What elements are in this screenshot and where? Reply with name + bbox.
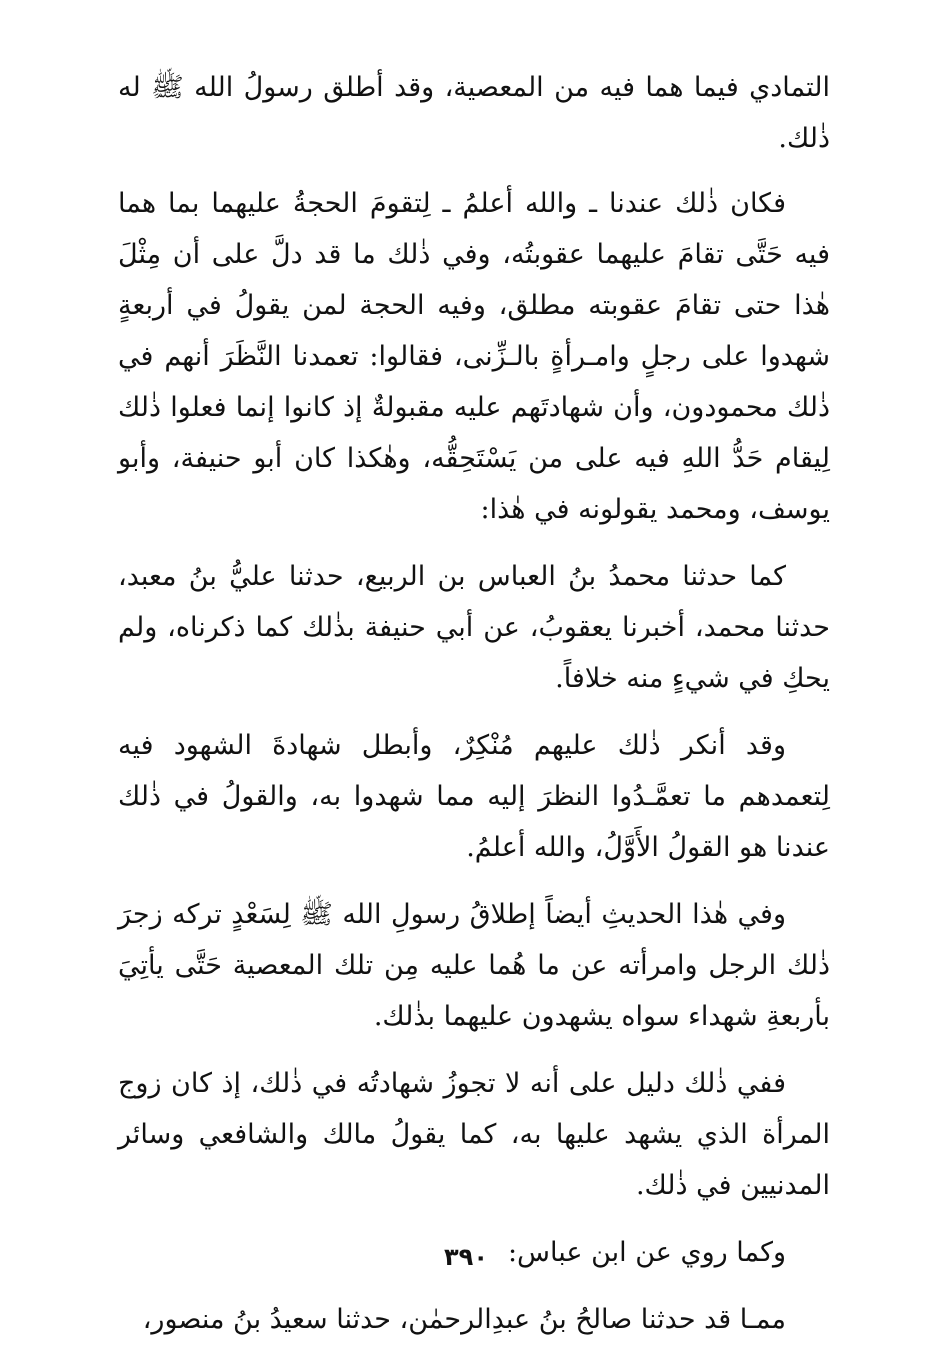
paragraph: ففي ذٰلك دليل على أنه لا تجوزُ شهادتُه في ذٰلك، إذ كان زوج المرأة الذي يشهد عليها به، كما يقولُ مالك والشافعي وسائر المدنيين في ذٰلك. <box>118 1068 830 1201</box>
paragraph-continuation: التمادي فيما هما فيه من المعصية، وقد أطلق رسولُ الله ﷺ له ذٰلك. <box>118 72 830 154</box>
paragraph: فكان ذٰلك عندنا ـ والله أعلمُ ـ لِتقومَ الحجةُ عليهما بما هما فيه حَتَّى تقامَ عليهما عقوبتُه، وفي ذٰلك ما قد دلَّ على أن مِثْلَ هٰذا حتى تقامَ عقوبته مطلق، وفيه الحجة لمن يقولُ في أربعةٍ شهدوا على رجلٍ وامـرأةٍ بالـزِّنى، فقالوا: تعمدنا النَّظَرَ أنهم في ذٰلك محمودون، وأن شهادتَهم عليه مقبولةٌ إذ كانوا إنما فعلوا ذٰلك لِيقام حَدُّ اللهِ فيه على من يَسْتَحِقُّه، وهٰكذا كان أبو حنيفة، وأبو يوسف، ومحمد يقولونه في هٰذا: <box>118 188 830 525</box>
paragraph: وفي هٰذا الحديثِ أيضاً إطلاقُ رسولِ الله ﷺ لِسَعْدٍ تركه زجرَ ذٰلك الرجل وامرأته عن ما هُما عليه مِن تلك المعصية حَتَّى يأتِيَ بأربعةِ شهداء سواه يشهدون عليهما بذٰلك. <box>118 899 830 1032</box>
paragraph: وكما روي عن ابن عباس: <box>507 1237 786 1268</box>
page-body-text <box>118 62 830 1361</box>
paragraph: كما حدثنا محمدُ بنُ العباس بن الربيع، حدثنا عليُّ بنُ معبد، حدثنا محمد، أخبرنا يعقوبُ، عن أبي حنيفة بذٰلك كما ذكرناه، ولم يحكِ في شيءٍ منه خلافاً. <box>118 561 830 694</box>
paragraph: وقد أنكر ذٰلك عليهم مُنْكِرٌ، وأبطل شهادةَ الشهود فيه لِتعمدهم ما تعمَّـدُوا النظرَ إليه مما شهدوا به، والقولُ في ذٰلك عندنا هو القولُ الأَوَّلُ، والله أعلمُ. <box>118 730 830 863</box>
page-number: ٣٩٠ <box>444 1243 488 1271</box>
paragraph: ممـا قد حدثنا صالحُ بنُ عبدِالرحمٰن، حدثنا سعيدُ بنُ منصور، <box>142 1304 786 1335</box>
